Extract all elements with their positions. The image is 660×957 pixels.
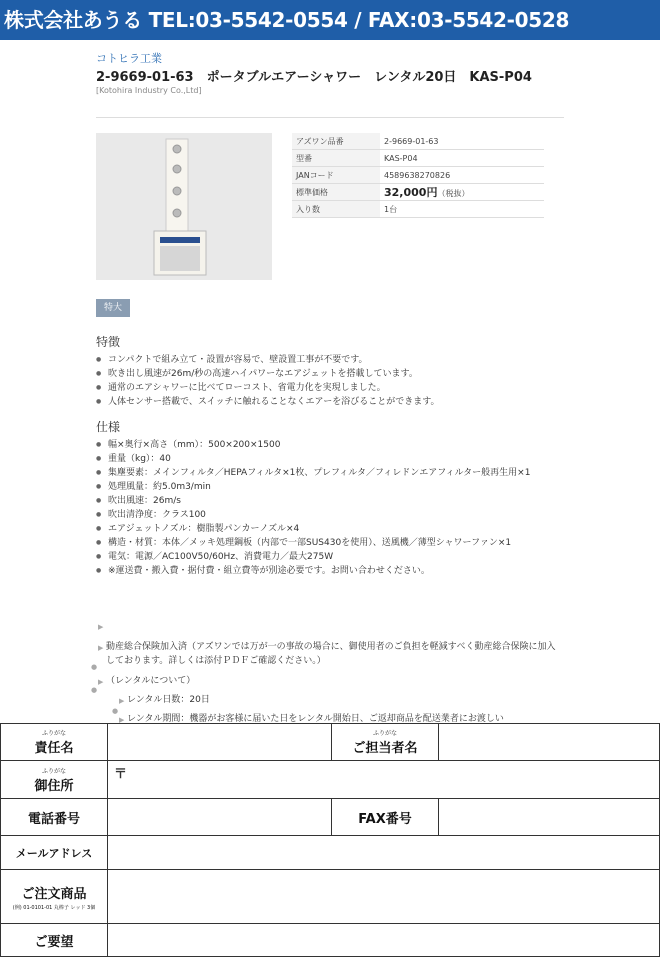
price-value: 32,000円 xyxy=(384,186,438,199)
maker-link[interactable]: コトヒラ工業 xyxy=(96,52,162,65)
postal-mark: 〒 xyxy=(114,767,128,782)
maker-english: [Kotohira Industry Co.,Ltd] xyxy=(96,86,202,95)
list-item: ● 構造・材質：本体／メッキ処理鋼板（内部で一部SUS430を使用）、送風機／薄型シャワーファン×1 xyxy=(96,536,566,550)
rental-days: レンタル日数：20日 xyxy=(127,695,210,705)
spec-heading: 仕様 xyxy=(96,420,121,434)
order-label: ご注文商品 (例) 01-0101-01 丸棒子 レッド 3個 xyxy=(1,870,108,924)
list-item: ● 通常のエアシャワーに比べてローコスト、省電力化を実現しました。 xyxy=(96,381,566,395)
order-form xyxy=(0,723,660,957)
spec-value: KAS-P04 xyxy=(380,150,544,167)
list-item: ● コンパクトで組み立て・設置が容易で、壁設置工事が不要です。 xyxy=(96,353,566,367)
spec-row xyxy=(292,167,544,184)
arrow-icon: ▶ xyxy=(98,623,104,631)
contact-field[interactable] xyxy=(439,724,660,761)
list-item: ● 処理風量：約5.0m3/min xyxy=(96,480,566,494)
tax-note: （税抜） xyxy=(437,189,470,198)
fax-field[interactable] xyxy=(439,799,660,836)
address-field[interactable] xyxy=(108,761,660,799)
spec-value: 2-9669-01-63 xyxy=(380,133,544,150)
product-title: 2-9669-01-63 ポータブルエアーシャワー レンタル20日 KAS-P04 xyxy=(96,70,532,85)
list-item: ● 吹出清浄度：クラス100 xyxy=(96,508,566,522)
order-field[interactable] xyxy=(108,870,660,924)
insurance-note: 動産総合保険加入済（アズワンでは万が一の事故の場合に、御使用者のご負担を軽減すべく動産総合保険に加入しております。詳しくは添付ＰＤＦご確認ください。） xyxy=(106,642,556,666)
spec-value: 4589638270826 xyxy=(380,167,544,184)
rental-period: レンタル期間：機器がお客様に届いた日をレンタル開始日、ご返却商品を配送業者にお渡しい xyxy=(127,714,504,724)
list-item: ● エアジェットノズル：樹脂製パンカーノズル×4 xyxy=(96,522,566,536)
list-item: ● ※運送費・搬入費・据付費・組立費等が別途必要です。お問い合わせください。 xyxy=(96,564,566,578)
contact-label: ふりがな ご担当者名 xyxy=(332,724,439,761)
list-item: ● 集塵要素：メインフィルタ／HEPAフィルタ×1枚、プレフィルタ／フィレドンエアフィルター般再生用×1 xyxy=(96,466,566,480)
spec-row xyxy=(292,184,544,201)
divider xyxy=(96,117,564,118)
spec-value: 1台 xyxy=(380,201,544,218)
features-list xyxy=(96,353,566,409)
responsible-field[interactable] xyxy=(108,724,332,761)
spec-key: 標準価格 xyxy=(292,184,380,201)
spec-list xyxy=(96,438,566,578)
spec-key: 型番 xyxy=(292,150,380,167)
bullet-icon: ● xyxy=(91,686,98,694)
arrow-icon: ▶ xyxy=(98,678,104,686)
email-field[interactable] xyxy=(108,836,660,870)
arrow-icon: ▶ xyxy=(119,716,125,724)
arrow-icon: ▶ xyxy=(98,644,104,652)
email-label: メールアドレス xyxy=(1,836,108,870)
spec-key: 入り数 xyxy=(292,201,380,218)
product-photo xyxy=(96,133,272,280)
bullet-icon: ● xyxy=(91,663,98,671)
spec-key: JANコード xyxy=(292,167,380,184)
spec-row xyxy=(292,150,544,167)
phone-field[interactable] xyxy=(108,799,332,836)
features-heading: 特徴 xyxy=(96,335,121,349)
request-label: ご要望 xyxy=(1,924,108,957)
spec-key: アズワン品番 xyxy=(292,133,380,150)
list-item: ● 人体センサー搭載で、スイッチに触れることなくエアーを浴びることができます。 xyxy=(96,395,566,409)
list-item: ● 電気：電源／AC100V50/60Hz、消費電力／最大275W xyxy=(96,550,566,564)
fax-label: FAX番号 xyxy=(332,799,439,836)
air-shower-image xyxy=(96,133,272,280)
product-spec-table xyxy=(292,133,544,218)
request-field[interactable] xyxy=(108,924,660,957)
list-item: ● 重量（kg）：40 xyxy=(96,452,566,466)
phone-label: 電話番号 xyxy=(1,799,108,836)
list-item: ● 吹出風速：26m/s xyxy=(96,494,566,508)
spec-row xyxy=(292,201,544,218)
list-item: ● 吹き出し風速が26m/秒の高速ハイパワーなエアジェットを搭載しています。 xyxy=(96,367,566,381)
bullet-icon: ● xyxy=(112,707,119,715)
list-item: ● 幅×奥行×高さ（mm）：500×200×1500 xyxy=(96,438,566,452)
size-tag: 特大 xyxy=(96,299,130,317)
arrow-icon: ▶ xyxy=(119,697,125,705)
rental-heading[interactable]: （レンタルについて） xyxy=(106,676,196,686)
company-banner: 株式会社あうる TEL:03-5542-0554 / FAX:03-5542-0528 xyxy=(0,0,660,40)
responsible-label: ふりがな 責任名 xyxy=(1,724,108,761)
address-label: ふりがな 御住所 xyxy=(1,761,108,799)
spec-row xyxy=(292,133,544,150)
